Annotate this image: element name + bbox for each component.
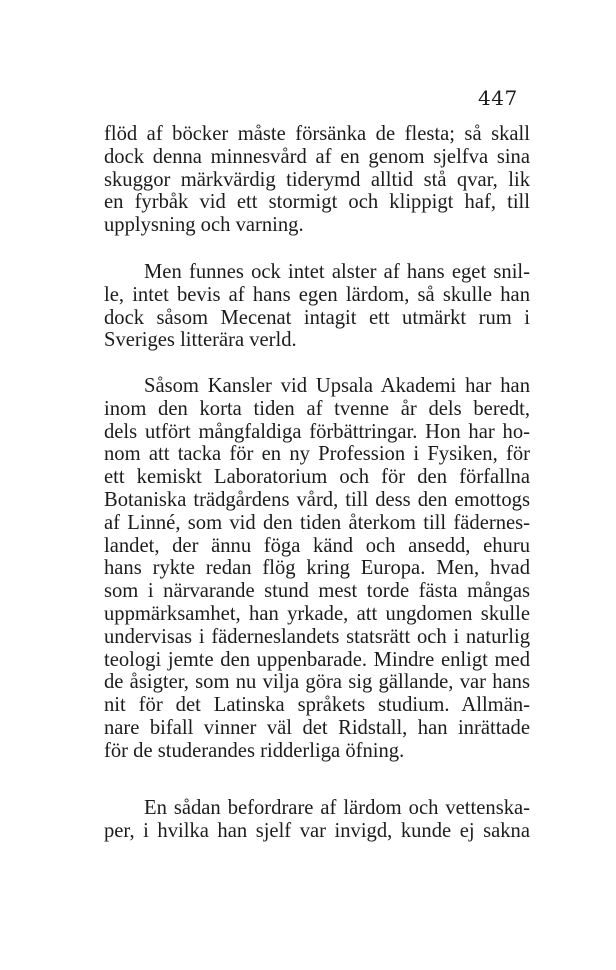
text-line: som i närvarande stund mest torde fästa mångas	[104, 580, 530, 603]
text-line: en fyrbåk vid ett stormigt och klippigt haf, till	[104, 191, 530, 214]
text-line: Sveriges litterära verld.	[104, 329, 297, 352]
text-line: dels utfört mångfaldiga förbättringar. Hon har ho-	[104, 420, 530, 443]
text-line: nit för det Latinska språkets studium. Allmän-	[104, 694, 530, 717]
text-line: upplysning och varning.	[104, 214, 304, 237]
text-line: dock denna minnesvård af en genom sjelfva sina	[104, 145, 530, 168]
text-line: Såsom Kansler vid Upsala Akademi har han	[144, 375, 530, 397]
text-line: de åsigter, som nu vilja göra sig gällande, var hans	[104, 671, 530, 694]
text-line: En sådan befordrare af lärdom och vettenska-	[144, 797, 530, 819]
paragraph-4	[104, 797, 530, 843]
text-line: landet, der ännu föga känd och ansedd, ehuru	[104, 534, 530, 557]
text-line: dock såsom Mecenat intagit ett utmärkt rum i	[104, 306, 530, 329]
text-line: Botaniska trädgårdens vård, till dess den emottogs	[104, 488, 530, 511]
text-line: per, i hvilka han sjelf var invigd, kunde ej sakna	[104, 819, 530, 842]
paragraph-1	[104, 123, 530, 237]
paragraph-3	[104, 375, 530, 763]
text-line: nare bifall vinner väl det Ridstall, han inrättade	[104, 716, 530, 739]
text-line: undervisas i fäderneslandets statsrätt och i naturlig	[104, 625, 530, 648]
text-line: nom att tacka för en ny Profession i Fysiken, för	[104, 443, 530, 466]
text-line: inom den korta tiden af tvenne år dels beredt,	[104, 397, 530, 420]
page-number: 447	[478, 86, 518, 110]
text-line: skuggor märkvärdig tiderymd alltid stå qvar, lik	[104, 168, 530, 191]
text-line: af Linné, som vid den tiden återkom till fädernes-	[104, 511, 530, 534]
text-line: Men funnes ock intet alster af hans eget snil-	[144, 261, 530, 283]
text-line: ett kemiskt Laboratorium och för den förfallna	[104, 466, 530, 489]
text-line: för de studerandes ridderliga öfning.	[104, 739, 405, 762]
text-line: le, intet bevis af hans egen lärdom, så skulle han	[104, 283, 530, 306]
paragraph-2	[104, 261, 530, 352]
text-line: teologi jemte den uppenbarade. Mindre enligt med	[104, 648, 530, 671]
text-line: uppmärksamhet, han yrkade, att ungdomen skulle	[104, 602, 530, 625]
text-line: hans rykte redan flög kring Europa. Men, hvad	[104, 557, 530, 580]
text-line: flöd af böcker måste försänka de flesta; så skall	[104, 123, 530, 145]
